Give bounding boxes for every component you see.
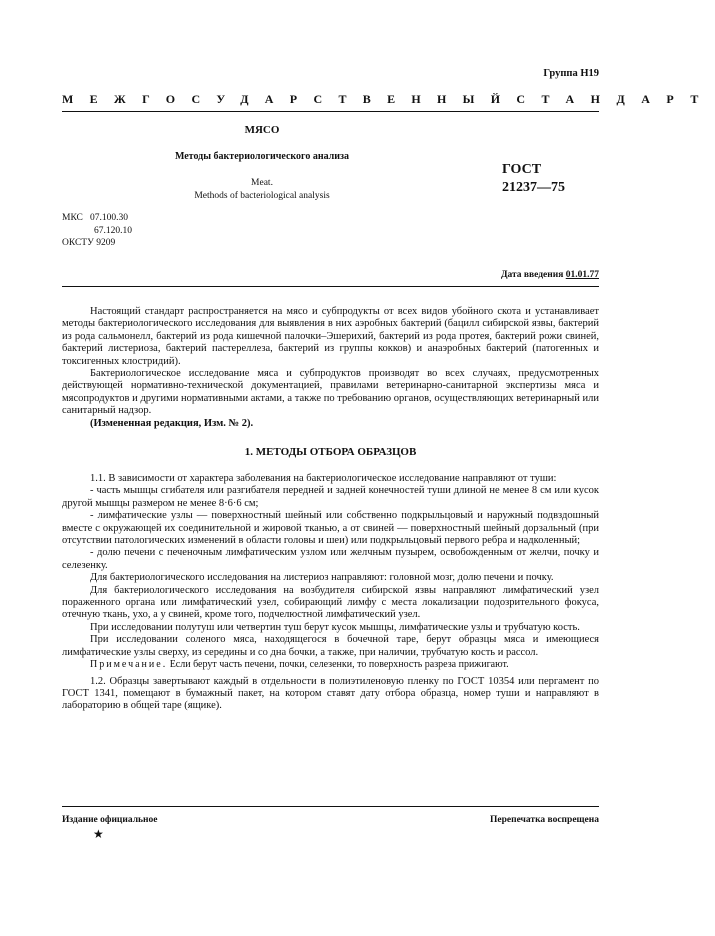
intro-paragraph-2: Бактериологическое исследование мяса и субпродуктов производят во всех случаях, предусмотренных действующей нормативно-технической документацией, правилами ветеринарно-санитарной экспертизы мяса и мясопродуктов и другими нормативными актами, а также по требованию органов, осуществляющих ветеринарный или санитарный надзор. bbox=[62, 368, 599, 417]
list-item: - лимфатические узлы — поверхностный шейный или собственно подкрыльцовый и наружный подвздошный вместе с окружающей их соединительной и жировой тканью, а от свиней — поверхностный шейный дорзальный (при отсутствии патологических изменений в области головы и шеи) или подкрыльцовый первого ребра и надколенный; bbox=[62, 510, 599, 547]
official-edition-label: Издание официальное bbox=[62, 815, 158, 825]
date-label: Дата введения bbox=[500, 270, 564, 280]
halves-paragraph: При исследовании полутуш или четвертин туш берут кусок мышцы, лимфатические узлы и трубчатую кость. bbox=[90, 621, 580, 633]
section-heading: 1. МЕТОДЫ ОТБОРА ОБРАЗЦОВ bbox=[244, 446, 417, 458]
intro-text bbox=[62, 306, 599, 430]
section-1-text bbox=[62, 473, 599, 713]
gost-designation bbox=[502, 161, 596, 197]
reprint-prohibited-label: Перепечатка воспрещена bbox=[489, 815, 599, 825]
list-item: - часть мышцы сгибателя или разгибателя передней и задней конечностей туши длиной не менее 8 см или кусок другой мышцы размером не менее 8·6·6 см; bbox=[62, 485, 599, 509]
mks-code-1: 07.100.30 bbox=[90, 213, 129, 223]
standard-banner bbox=[62, 92, 715, 107]
note-text: Если берут часть печени, почки, селезенки, то поверхность разреза прижигают. bbox=[169, 659, 509, 671]
okstu-code: ОКСТУ 9209 bbox=[62, 238, 116, 248]
footer-rule bbox=[62, 806, 599, 807]
date-rule bbox=[62, 286, 599, 287]
english-title-line1: Meat. bbox=[251, 178, 273, 188]
salted-meat-paragraph: При исследовании соленого мяса, находящегося в бочечной таре, берут образцы мяса и имеющиеся лимфатические узлы сверху, из середины и со дна бочки, а также, при наличии, трубчатую кость и рассол. bbox=[62, 634, 599, 658]
note bbox=[62, 659, 599, 671]
banner-rule bbox=[62, 111, 599, 112]
intro-paragraph-1: Настоящий стандарт распространяется на мясо и субпродукты от всех видов убойного скота и устанавливает методы бактериологического исследования для выявления в них аэробных бактерий (бацилл сибирской язвы, бактерий из рода сальмонелл, бактерий из рода кишечной палочки–Эшерихий, бактерий из рода протея, бактерий рожи свиней, бактерий листериоза, бактерий пастереллеза, бактерий из группы кокков) и анаэробных бактерий (патогенных и токсигенных клостридий). bbox=[62, 306, 599, 367]
group-code: Группа Н19 bbox=[543, 68, 599, 79]
english-title-line2: Methods of bacteriological analysis bbox=[194, 191, 330, 201]
gost-number: 21237—75 bbox=[502, 180, 565, 195]
effective-date bbox=[501, 270, 599, 280]
banner-word-1: МЕЖГОСУДАРСТВЕННЫЙ bbox=[62, 92, 517, 106]
star-icon: ★ bbox=[93, 827, 104, 841]
document-title: МЯСО bbox=[244, 124, 280, 136]
date-value: 01.01.77 bbox=[565, 270, 599, 280]
banner-word-2: СТАНДАРТ bbox=[516, 92, 715, 106]
note-label: Примечание. bbox=[90, 659, 168, 671]
revision-note: (Измененная редакция, Изм. № 2). bbox=[90, 417, 254, 429]
document-subtitle: Методы бактериологического анализа bbox=[174, 151, 350, 162]
mks-code-2: 67.120.10 bbox=[94, 225, 132, 236]
clause-1-2: 1.2. Образцы завертывают каждый в отдельности в полиэтиленовую пленку по ГОСТ 10354 или пергамент по ГОСТ 1341, помещают в бумажный пакет, на котором ставят дату отбора образца, номер туши и направляют в лабораторию в общей таре (ящике). bbox=[62, 675, 599, 712]
classification-codes bbox=[62, 212, 132, 250]
mks-label: МКС bbox=[62, 213, 83, 223]
clause-1-1: 1.1. В зависимости от характера заболевания на бактериологическое исследование направляют от туши: bbox=[90, 473, 557, 484]
gost-label: ГОСТ bbox=[502, 162, 542, 177]
listeriosis-paragraph: Для бактериологического исследования на листериоз направляют: головной мозг, долю печени и почку. bbox=[90, 572, 554, 584]
list-item: - долю печени с печеночным лимфатическим узлом или желчным пузырем, освобожденным от желчи, почку и селезенку. bbox=[62, 547, 599, 571]
anthrax-paragraph: Для бактериологического исследования на возбудителя сибирской язвы направляют лимфатический узел пораженного органа или лимфатический узел, собирающий лимфу с места локализации подозрительного фокуса, отечную ткань, ухо, а у свиней, кроме того, подчелюстной лимфатический узел. bbox=[62, 584, 599, 621]
